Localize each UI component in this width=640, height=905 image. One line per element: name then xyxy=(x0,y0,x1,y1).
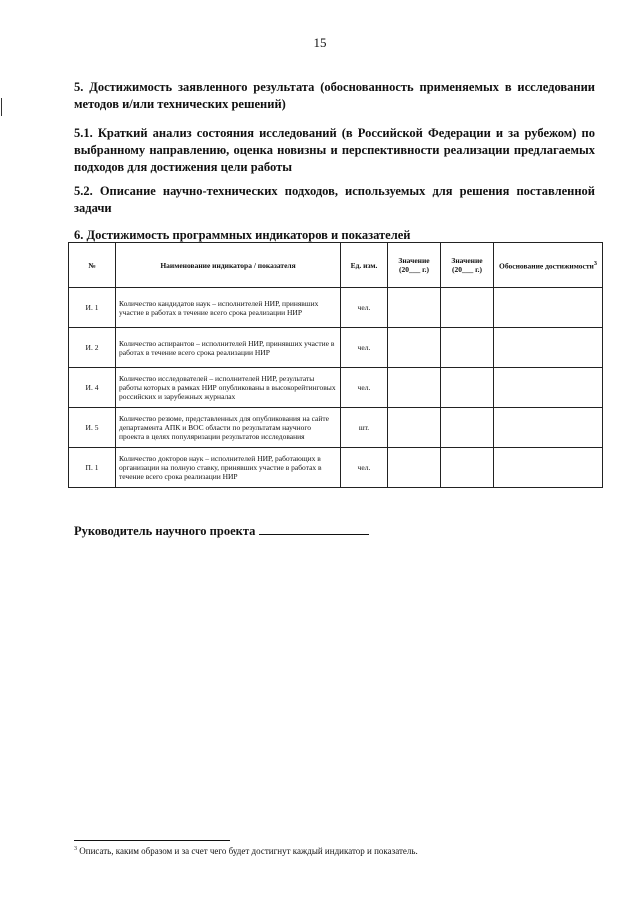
row-value-2-cell[interactable] xyxy=(441,328,494,368)
table-header-row xyxy=(69,243,603,288)
row-value-1-cell[interactable] xyxy=(388,288,441,328)
row-value-1-cell[interactable] xyxy=(388,408,441,448)
table-row xyxy=(69,448,603,488)
row-justification-cell[interactable] xyxy=(494,328,603,368)
row-unit: чел. xyxy=(341,328,388,368)
row-justification-cell[interactable] xyxy=(494,288,603,328)
row-indicator-name: Количество кандидатов наук – исполнителей НИР, принявших участие в работах в течение всего срока реализации НИР xyxy=(116,288,341,328)
header-value-1: Значение (20___ г.) xyxy=(388,243,441,288)
table-row xyxy=(69,328,603,368)
row-code: И. 4 xyxy=(69,368,116,408)
section-6-heading: 6. Достижимость программных индикаторов и показателей xyxy=(74,228,411,242)
section-5-heading: 5. Достижимость заявленного результата (обоснованность применяемых в исследовании методов и/или технических решений) xyxy=(74,80,595,111)
header-name: Наименование индикатора / показателя xyxy=(116,243,341,288)
row-value-2-cell[interactable] xyxy=(441,448,494,488)
row-code: И. 2 xyxy=(69,328,116,368)
row-indicator-name: Количество аспирантов – исполнителей НИР, принявших участие в работах в течение всего срока реализации НИР xyxy=(116,328,341,368)
row-unit: шт. xyxy=(341,408,388,448)
header-justification xyxy=(494,243,603,288)
row-value-1-cell[interactable] xyxy=(388,368,441,408)
row-justification-cell[interactable] xyxy=(494,368,603,408)
row-value-2-cell[interactable] xyxy=(441,368,494,408)
row-unit: чел. xyxy=(341,368,388,408)
page-number: 15 xyxy=(313,35,327,50)
indicators-table xyxy=(68,242,603,488)
signature-label: Руководитель научного проекта xyxy=(74,524,256,538)
header-value-2: Значение (20___ г.) xyxy=(441,243,494,288)
footnote-text: Описать, каким образом и за счет чего будет достигнут каждый индикатор и показатель. xyxy=(79,846,418,856)
row-unit: чел. xyxy=(341,448,388,488)
row-justification-cell[interactable] xyxy=(494,448,603,488)
row-code: И. 5 xyxy=(69,408,116,448)
row-value-2-cell[interactable] xyxy=(441,288,494,328)
header-num: № xyxy=(69,243,116,288)
row-value-1-cell[interactable] xyxy=(388,328,441,368)
row-indicator-name: Количество резюме, представленных для опубликования на сайте департамента АПК и ВОС области по результатам научного проекта в целях популяризации результатов исследования xyxy=(116,408,341,448)
table-row xyxy=(69,368,603,408)
row-code: П. 1 xyxy=(69,448,116,488)
row-justification-cell[interactable] xyxy=(494,408,603,448)
row-value-1-cell[interactable] xyxy=(388,448,441,488)
table-row xyxy=(69,408,603,448)
row-code: И. 1 xyxy=(69,288,116,328)
margin-mark xyxy=(1,98,2,116)
row-indicator-name: Количество докторов наук – исполнителей НИР, работающих в организации на полную ставку, принявших участие в работах в течение всего срока реализации НИР xyxy=(116,448,341,488)
footnote-divider xyxy=(74,840,230,841)
section-5-1-heading: 5.1. Краткий анализ состояния исследований (в Российской Федерации и за рубежом) по выбранному направлению, оценка новизны и перспективности реализации предлагаемых подходов для достижения цели работы xyxy=(74,126,595,174)
signature-line[interactable] xyxy=(259,522,369,535)
row-indicator-name: Количество исследователей – исполнителей НИР, результаты работы которых в рамках НИР опубликованы в высокорейтинговых российских и зарубежных журналах xyxy=(116,368,341,408)
section-5-2-heading: 5.2. Описание научно-технических подходов, используемых для решения поставленной задачи xyxy=(74,184,595,215)
table-row xyxy=(69,288,603,328)
header-unit: Ед. изм. xyxy=(341,243,388,288)
footnote-mark: 3 xyxy=(74,846,77,852)
row-unit: чел. xyxy=(341,288,388,328)
footnote-ref: 3 xyxy=(593,260,597,268)
signature-block xyxy=(74,522,369,539)
row-value-2-cell[interactable] xyxy=(441,408,494,448)
header-justification-label: Обоснование достижимости xyxy=(499,261,594,271)
footnote xyxy=(74,846,418,856)
